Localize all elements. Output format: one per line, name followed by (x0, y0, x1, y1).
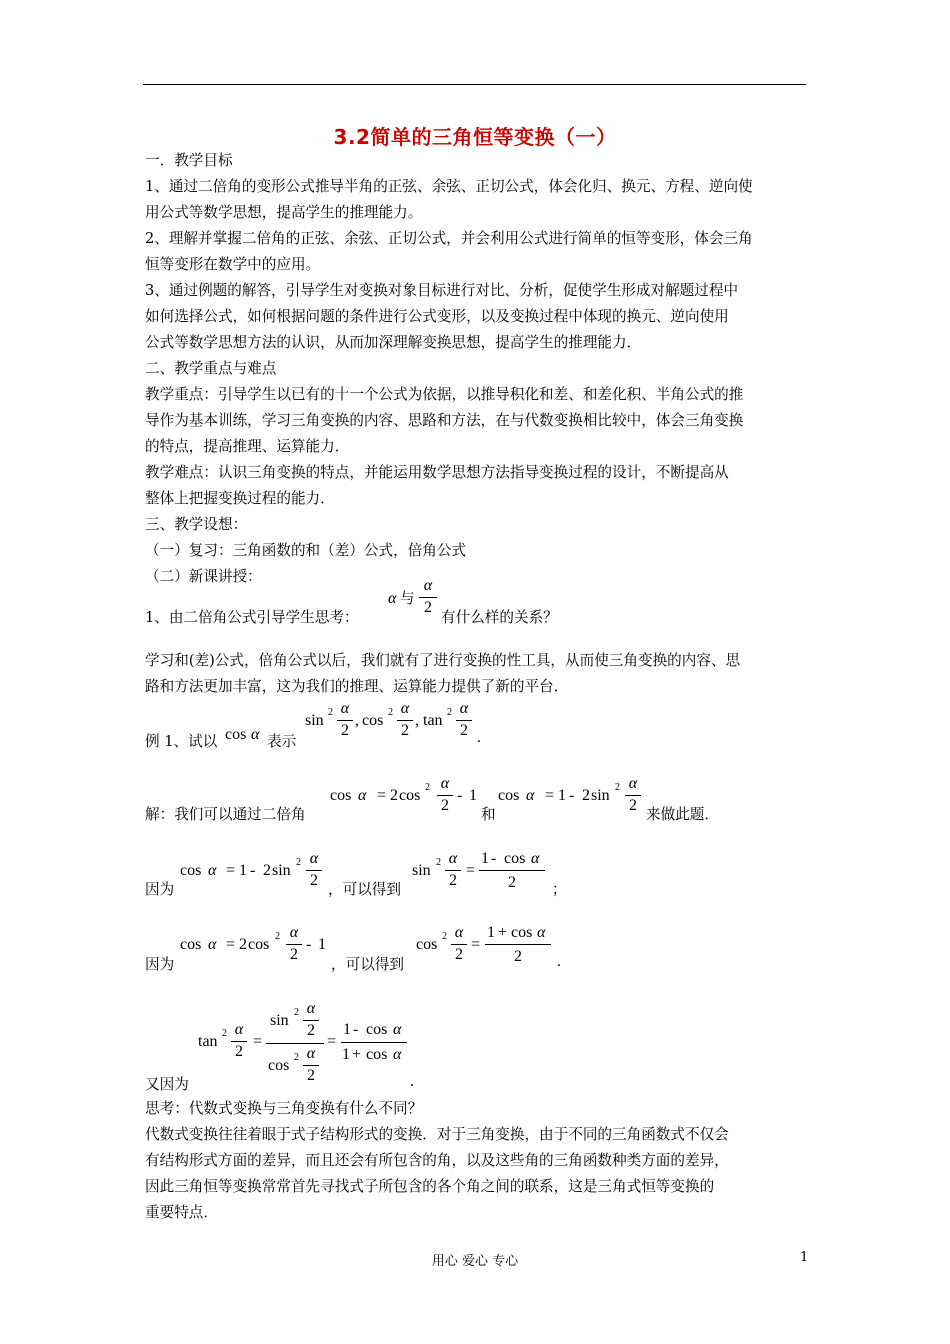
fraction-bar (437, 795, 453, 796)
because-label: 因为 (145, 956, 175, 973)
text-line: 学习和(差)公式，倍角公式以后，我们就有了进行变换的性工具，从而使三角变换的内容、思 (145, 652, 741, 669)
also-because-label: 又因为 (145, 1076, 189, 1093)
fraction-bar (419, 597, 437, 598)
fraction-numerator: α (423, 577, 433, 594)
cos-fn: cos (416, 936, 438, 953)
comma: , (355, 712, 359, 729)
fraction-denominator: 2 (508, 874, 516, 891)
coefficient: 2 (582, 787, 590, 804)
cos-fn: cos (180, 936, 202, 953)
minus-sign: - (457, 787, 463, 804)
page-footer: 用心 爱心 专心 (431, 1254, 519, 1269)
cos-fn: cos (225, 726, 247, 743)
alpha-symbol: α (526, 787, 535, 804)
fraction-bar (266, 1043, 324, 1044)
text-line: 3、通过例题的解答，引导学生对变换对象目标进行对比、分析，促使学生形成对解题过程中 (145, 282, 739, 299)
text-line: 1、通过二倍角的变形公式推导半角的正弦、余弦、正切公式，体会化归、换元、方程、逆向使 (145, 178, 753, 195)
text-line: 因此三角恒等变换常常首先寻找式子所包含的各个角之间的联系，这是三角式恒等变换的 (145, 1178, 715, 1195)
section-heading: 三、教学设想： (145, 516, 248, 533)
cos-fn: cos (268, 1057, 290, 1074)
solution-tail: 来做此题． (646, 806, 719, 823)
alpha-symbol: α (388, 590, 397, 607)
question-text: 1、由二倍角公式引导学生思考： (145, 609, 359, 626)
sin-fn: sin (272, 862, 291, 879)
square-exponent: 2 (388, 707, 393, 718)
square-exponent: 2 (294, 1007, 299, 1018)
cos-fn: cos (399, 787, 421, 804)
one: 1 (481, 850, 489, 867)
text-line: 用公式等数学思想，提高学生的推理能力。 (145, 204, 423, 221)
cos-fn: cos (330, 787, 352, 804)
alpha-symbol: α (251, 726, 260, 743)
one: 1 (239, 862, 247, 879)
fraction-denominator: 2 (460, 722, 468, 739)
one: 1 (558, 787, 566, 804)
cos-fn: cos (498, 787, 520, 804)
fraction-bar (286, 944, 302, 945)
fraction-bar (341, 1042, 407, 1043)
cos-fn: cos (511, 924, 533, 941)
cos-fn: cos (366, 1021, 388, 1038)
fraction-numerator: α (340, 700, 350, 717)
solution-text: 解：我们可以通过二倍角 (145, 806, 306, 823)
header-rule (143, 84, 806, 85)
minus-sign: - (491, 850, 497, 867)
equals-sign: = (226, 862, 236, 879)
square-exponent: 2 (425, 782, 430, 793)
alpha-symbol: α (537, 924, 546, 941)
comma: , (415, 712, 419, 729)
fraction-numerator: α (309, 850, 319, 867)
fraction-bar (451, 944, 467, 945)
period: . (557, 953, 561, 970)
text-line: 思考：代数式变换与三角变换有什么不同？ (145, 1100, 423, 1117)
fraction-numerator: α (400, 700, 410, 717)
fraction-denominator: 2 (424, 599, 432, 616)
text-line: 如何选择公式，如何根据问题的条件进行公式变形，以及变换过程中体现的换元、逆向使用 (145, 308, 729, 325)
tan-fn: tan (423, 712, 443, 729)
sin-fn: sin (412, 862, 431, 879)
sin-fn: sin (305, 712, 324, 729)
question-tail: 有什么样的关系？ (441, 609, 558, 626)
equals-sign: = (471, 936, 481, 953)
text-line: 的特点，提高推理、运算能力． (145, 438, 350, 455)
fraction-bar (303, 1020, 319, 1021)
square-exponent: 2 (436, 857, 441, 868)
period: . (477, 729, 481, 746)
text-line: 路和方法更加丰富，这为我们的推理、运算能力提供了新的平台． (145, 678, 569, 695)
equals-sign: = (327, 1033, 337, 1050)
text-line: （二）新课讲授： (145, 568, 262, 585)
coefficient: 2 (390, 787, 398, 804)
text-line: 公式等数学思想方法的认识，从而加深理解变换思想，提高学生的推理能力． (145, 334, 642, 351)
sin-fn: sin (591, 787, 610, 804)
fraction-numerator: α (440, 775, 450, 792)
text-line: 代数式变换往往着眼于式子结构形式的变换．对于三角变换，由于不同的三角函数式不仅会 (145, 1126, 729, 1143)
fraction-bar (445, 870, 461, 871)
alpha-symbol: α (358, 787, 367, 804)
fraction-denominator: 2 (307, 1022, 315, 1039)
equals-sign: = (226, 936, 236, 953)
alpha-symbol: α (393, 1046, 402, 1063)
fraction-bar (306, 870, 322, 871)
fraction-denominator: 2 (629, 797, 637, 814)
equals-sign: = (466, 862, 476, 879)
fraction-numerator: α (306, 1000, 316, 1017)
fraction-denominator: 2 (455, 946, 463, 963)
text-line: 导作为基本训练，学习三角变换的内容、思路和方法，在与代数变换相比较中，体会三角变换 (145, 412, 744, 429)
page-number: 1 (800, 1250, 809, 1265)
fraction-denominator: 2 (514, 948, 522, 965)
text-line: 有结构形式方面的差异，而且还会有所包含的角，以及这些角的三角函数种类方面的差异， (145, 1152, 729, 1169)
section-heading: 二、教学重点与难点 (145, 360, 277, 377)
square-exponent: 2 (447, 707, 452, 718)
fraction-denominator: 2 (307, 1067, 315, 1084)
one: 1 (318, 936, 326, 953)
because-label: 因为 (145, 881, 175, 898)
alpha-symbol: α (208, 862, 217, 879)
text-line: 整体上把握变换过程的能力． (145, 490, 335, 507)
text-line: 2、理解并掌握二倍角的正弦、余弦、正切公式，并会利用公式进行简单的恒等变形，体会三角 (145, 230, 753, 247)
text-line: 教学难点：认识三角变换的特点，并能运用数学思想方法指导变换过程的设计，不断提高从 (145, 464, 729, 481)
square-exponent: 2 (275, 931, 280, 942)
fraction-denominator: 2 (449, 872, 457, 889)
fraction-bar (231, 1041, 247, 1042)
equals-sign: = (377, 787, 387, 804)
fraction-denominator: 2 (310, 872, 318, 889)
fraction-numerator: α (459, 700, 469, 717)
square-exponent: 2 (328, 707, 333, 718)
cos-fn: cos (248, 936, 270, 953)
fraction-bar (456, 720, 472, 721)
fraction-numerator: α (628, 775, 638, 792)
equals-sign: = (545, 787, 555, 804)
fraction-bar (397, 720, 413, 721)
document-title: 3.2简单的三角恒等变换（一） (333, 125, 617, 149)
text-line: （一）复习：三角函数的和（差）公式，倍角公式 (145, 542, 467, 559)
fraction-denominator: 2 (290, 946, 298, 963)
plus-sign: + (352, 1046, 362, 1063)
alpha-symbol: α (393, 1021, 402, 1038)
cos-fn: cos (366, 1046, 388, 1063)
one: 1 (469, 787, 477, 804)
tan-fn: tan (198, 1033, 218, 1050)
minus-sign: - (569, 787, 575, 804)
fraction-bar (303, 1065, 319, 1066)
plus-sign: + (498, 924, 508, 941)
result-text: ，可以得到 (331, 956, 404, 973)
coefficient: 2 (239, 936, 247, 953)
fraction-numerator: α (289, 924, 299, 941)
minus-sign: - (353, 1021, 359, 1038)
result-text: ，可以得到 (328, 881, 401, 898)
semicolon: ； (552, 881, 567, 898)
cos-fn: cos (180, 862, 202, 879)
period: . (410, 1073, 414, 1090)
coefficient: 2 (263, 862, 271, 879)
text-line: 教学重点：引导学生以已有的十一个公式为依据，以推导积化和差、和差化积、半角公式的推 (145, 386, 744, 403)
fraction-numerator: α (448, 850, 458, 867)
fraction-denominator: 2 (341, 722, 349, 739)
fraction-numerator: α (454, 924, 464, 941)
fraction-bar (337, 720, 353, 721)
cos-fn: cos (362, 712, 384, 729)
example-text: 表示 (267, 733, 297, 750)
text-line: 一．教学目标 (145, 152, 233, 169)
equals-sign: = (253, 1033, 263, 1050)
fraction-denominator: 2 (401, 722, 409, 739)
fraction-denominator: 2 (441, 797, 449, 814)
square-exponent: 2 (615, 782, 620, 793)
fraction-bar (479, 870, 545, 871)
sin-fn: sin (270, 1012, 289, 1029)
fraction-bar (485, 944, 551, 945)
example-label: 例 1、试以 (145, 733, 218, 750)
one: 1 (487, 924, 495, 941)
square-exponent: 2 (296, 857, 301, 868)
cos-fn: cos (504, 850, 526, 867)
and-text: 和 (481, 806, 496, 823)
fraction-bar (625, 795, 641, 796)
and-text: 与 (400, 591, 415, 607)
fraction-denominator: 2 (235, 1043, 243, 1060)
square-exponent: 2 (294, 1052, 299, 1063)
square-exponent: 2 (222, 1028, 227, 1039)
alpha-symbol: α (531, 850, 540, 867)
fraction-numerator: α (234, 1021, 244, 1038)
one: 1 (343, 1021, 351, 1038)
minus-sign: - (306, 936, 312, 953)
text-line: 恒等变形在数学中的应用。 (145, 256, 321, 273)
one: 1 (342, 1046, 350, 1063)
square-exponent: 2 (442, 931, 447, 942)
fraction-numerator: α (306, 1045, 316, 1062)
text-line: 重要特点． (145, 1204, 218, 1221)
minus-sign: - (250, 862, 256, 879)
alpha-symbol: α (208, 936, 217, 953)
